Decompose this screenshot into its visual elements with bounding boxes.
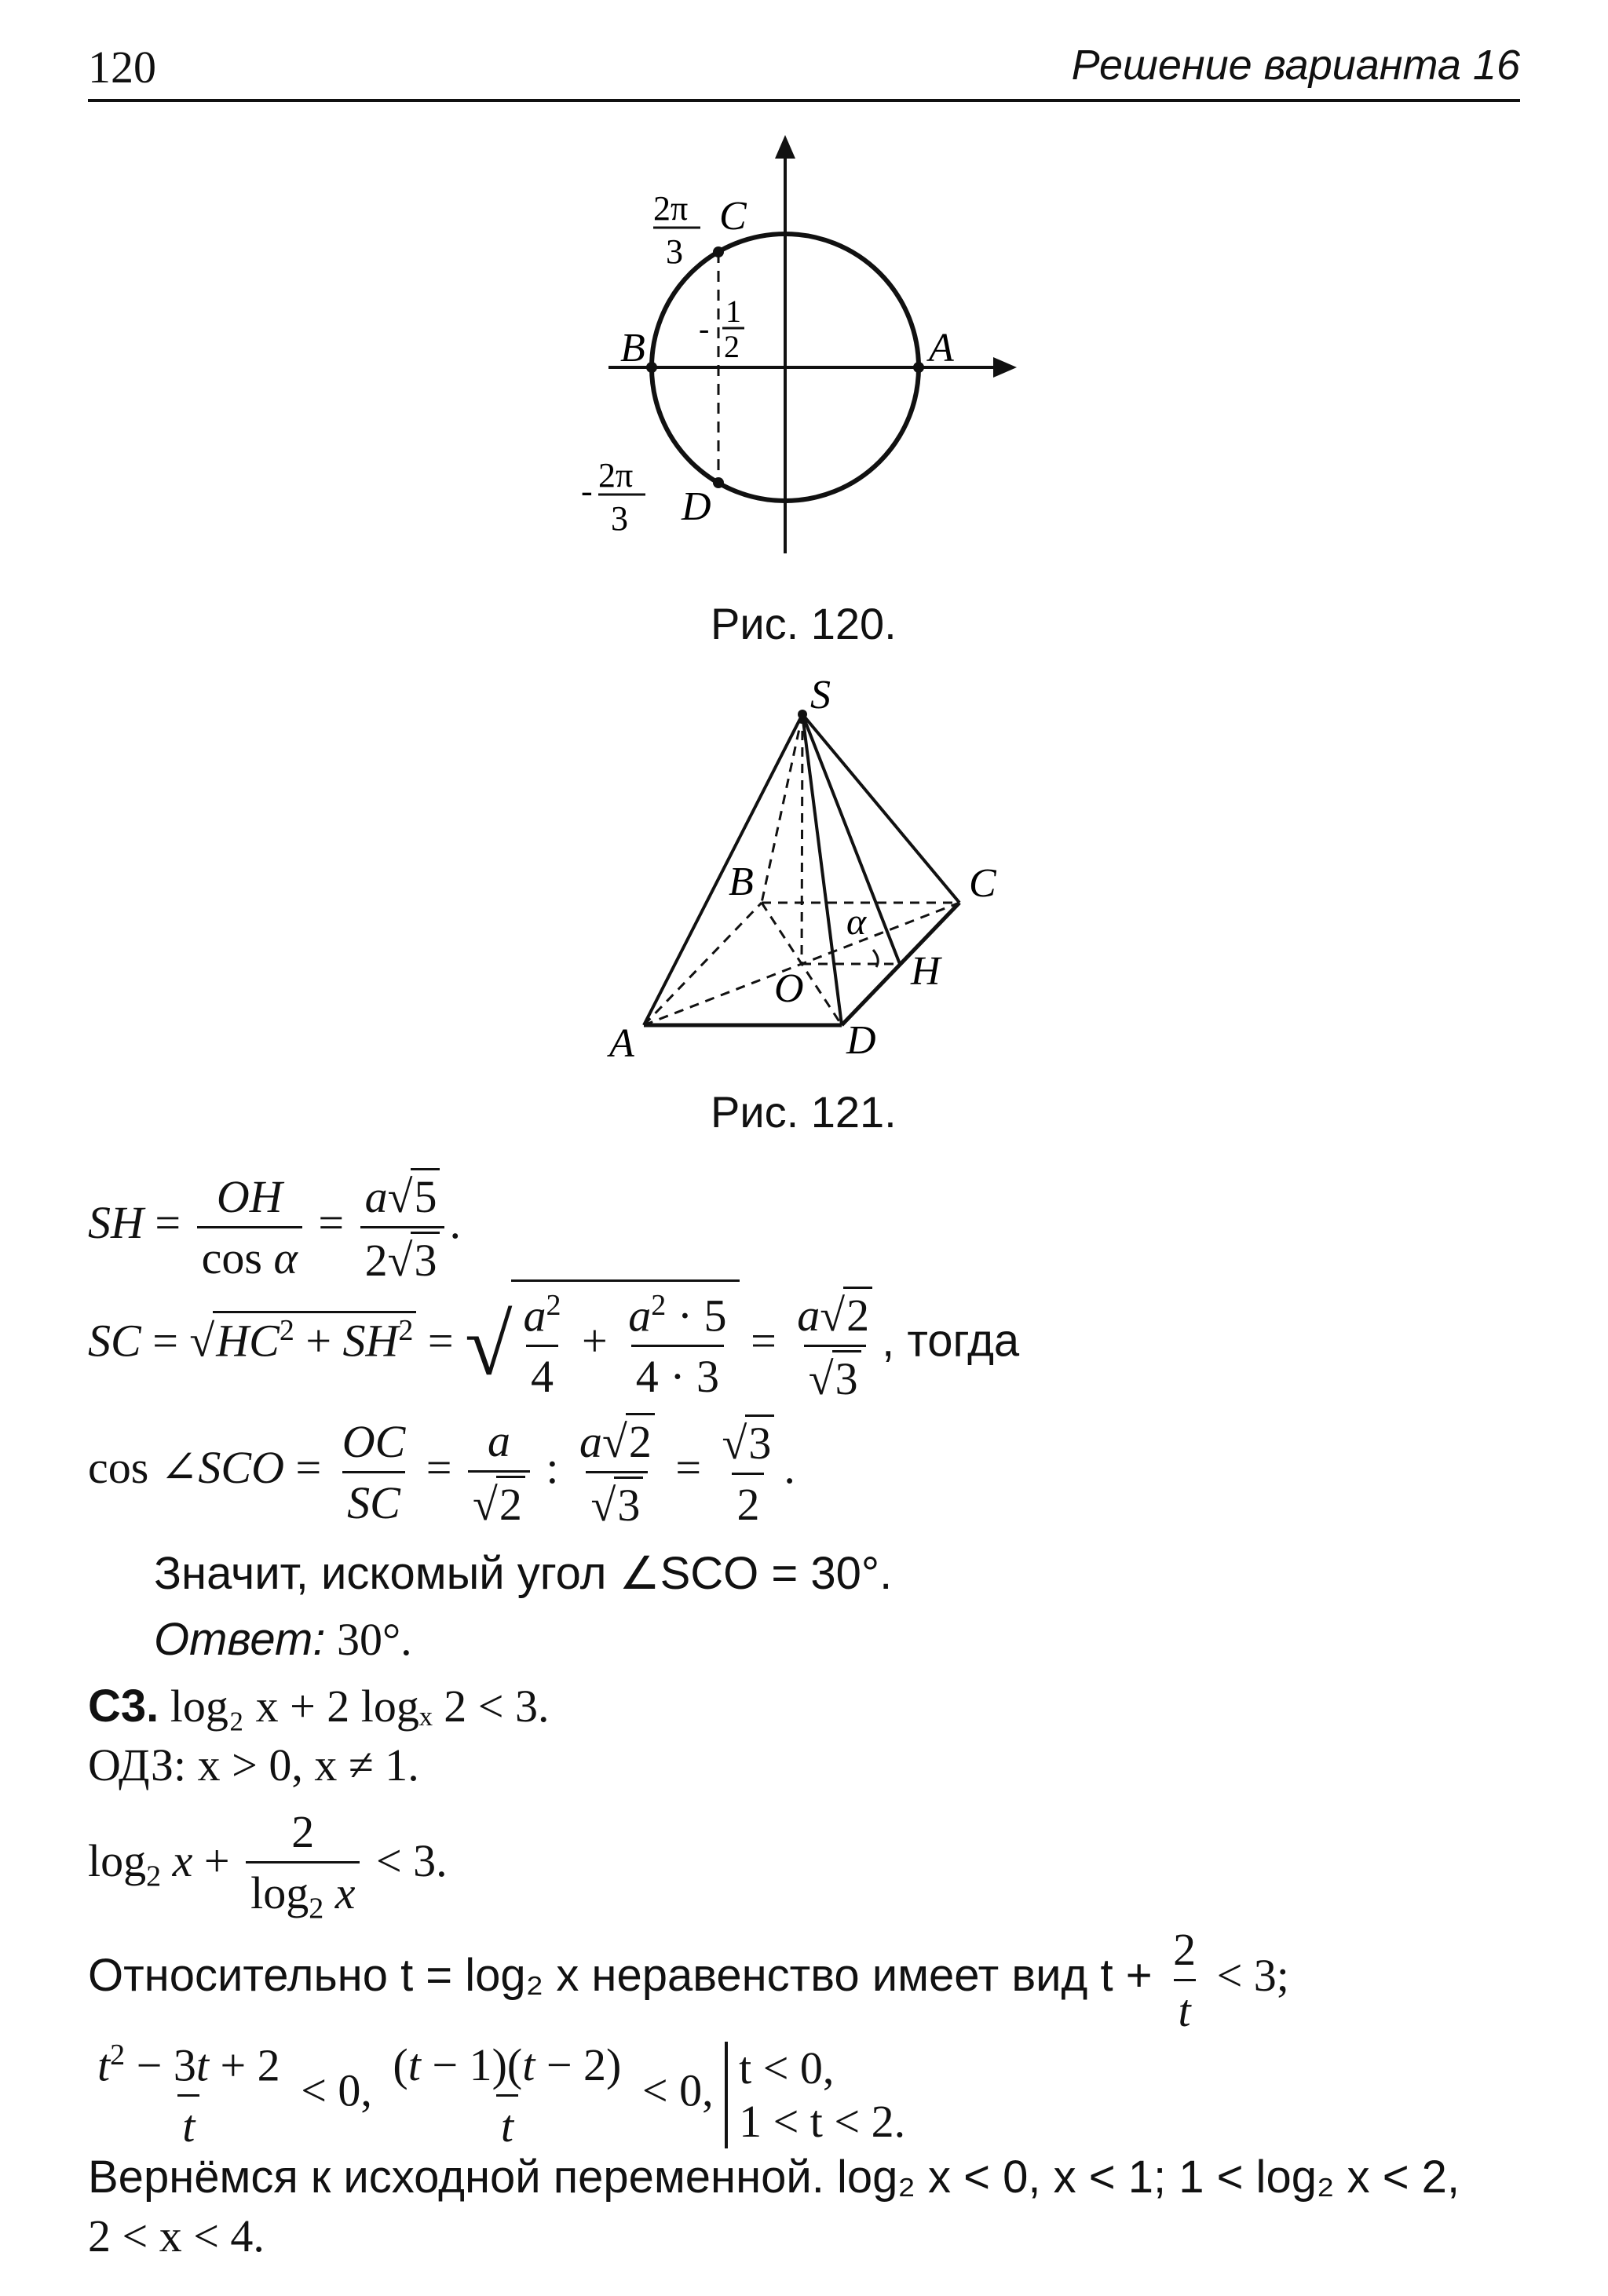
- label-alpha: α: [846, 901, 867, 943]
- label-c-angle-num: 2π: [653, 189, 689, 228]
- text-odz: ОДЗ: x > 0, x ≠ 1.: [88, 1739, 419, 1790]
- label-d-minus: -: [581, 472, 593, 510]
- answer-label: Ответ:: [154, 1614, 326, 1665]
- label-h: H: [911, 949, 941, 994]
- running-title: Решение варианта 16: [1071, 42, 1520, 89]
- edge-sb-hidden: [762, 714, 802, 903]
- label-b: B: [729, 860, 754, 904]
- edge-ab-hidden: [644, 903, 762, 1025]
- formula-cos-sco: cos ∠SCO = $\frac{OC}{SC}$ = $\frac{a}{√2}$ : $\frac{a√2}{√3}$ = $\frac{√3}{2}$ .: [88, 1413, 795, 1531]
- label-c: C: [719, 194, 747, 239]
- figure-120-unit-circle: [565, 126, 1036, 573]
- solution-case-2: 1 < t < 2.: [739, 2096, 906, 2148]
- point-s: [798, 710, 807, 719]
- y-axis-arrow: [775, 135, 795, 159]
- label-d-angle-den: 3: [611, 499, 628, 538]
- label-half-minus: -: [699, 311, 710, 346]
- text-relative-main: Относительно t = log₂ x неравенство имеет вид t +: [88, 1949, 1153, 2001]
- label-half-num: 1: [725, 294, 741, 329]
- problem-c3-label: С3.: [88, 1681, 159, 1732]
- text-return: Вернёмся к исходной переменной. log₂ x < 0, x < 1; 1 < log₂ x < 2,: [88, 2152, 1460, 2203]
- figure-120-caption: Рис. 120.: [711, 599, 897, 648]
- text-relative-tail: < 3;: [1216, 1949, 1289, 2001]
- header-rule: [88, 99, 1520, 102]
- point-b: [646, 362, 657, 373]
- text-final: 2 < x < 4.: [88, 2210, 265, 2261]
- edge-sc: [802, 714, 959, 903]
- formula-log-substituted: $\log_2 x$ + $\frac{2}{\log_2 x}$ < 3.: [88, 1806, 448, 1926]
- point-c: [713, 246, 724, 257]
- problem-c3-statement: log₂ x + 2 logₓ 2 < 3.: [170, 1681, 550, 1732]
- label-c: C: [969, 861, 996, 906]
- label-b: B: [620, 326, 645, 370]
- figure-121-caption: Рис. 121.: [711, 1087, 897, 1137]
- label-s: S: [810, 675, 831, 717]
- formula-sc: SC = $√HC^2 + SH^2$ = √ $\frac{a^2}{4}$ + $\frac{a^2 \cdot 5}{4 \cdot 3}$ = $\frac{a√2}{√3}$ , тогда: [88, 1279, 1019, 1405]
- point-a: [913, 362, 924, 373]
- label-o: O: [774, 966, 804, 1011]
- problem-c3: [88, 1680, 549, 1732]
- label-half-den: 2: [724, 329, 740, 364]
- x-axis-arrow: [993, 357, 1017, 378]
- label-d-angle-num: 2π: [598, 456, 634, 495]
- label-d: D: [682, 484, 711, 529]
- text-znachit: Значит, искомый угол ∠SCO = 30°.: [154, 1548, 893, 1599]
- page-number: 120: [88, 42, 156, 93]
- label-c-angle-den: 3: [666, 232, 683, 271]
- label-d: D: [846, 1018, 876, 1063]
- solution-set-bracket: [725, 2042, 905, 2148]
- point-d: [713, 477, 724, 488]
- text-relative: Относительно t = log₂ x неравенство имеет вид t + $\frac{2}{t}$ < 3;: [88, 1924, 1289, 2036]
- text-togda: , тогда: [882, 1315, 1020, 1367]
- answer-line: [154, 1613, 412, 1666]
- answer-value: 30°.: [336, 1614, 412, 1665]
- formula-sh: SH = $\frac{OH}{\text{cos α}}$ = $\frac{a√5}{2√3}$ .: [88, 1168, 461, 1287]
- formula-rational-inequality: $\frac{t^2 - 3t + 2}{t}$ < 0, $\frac{(t - 1)(t - 2)}{t}$ < 0, t < 0, 1 < t < 2.: [97, 2039, 906, 2152]
- label-a: A: [609, 1021, 634, 1066]
- label-a: A: [929, 326, 954, 370]
- figure-121-pyramid: [597, 675, 1036, 1068]
- solution-case-1: t < 0,: [739, 2042, 835, 2094]
